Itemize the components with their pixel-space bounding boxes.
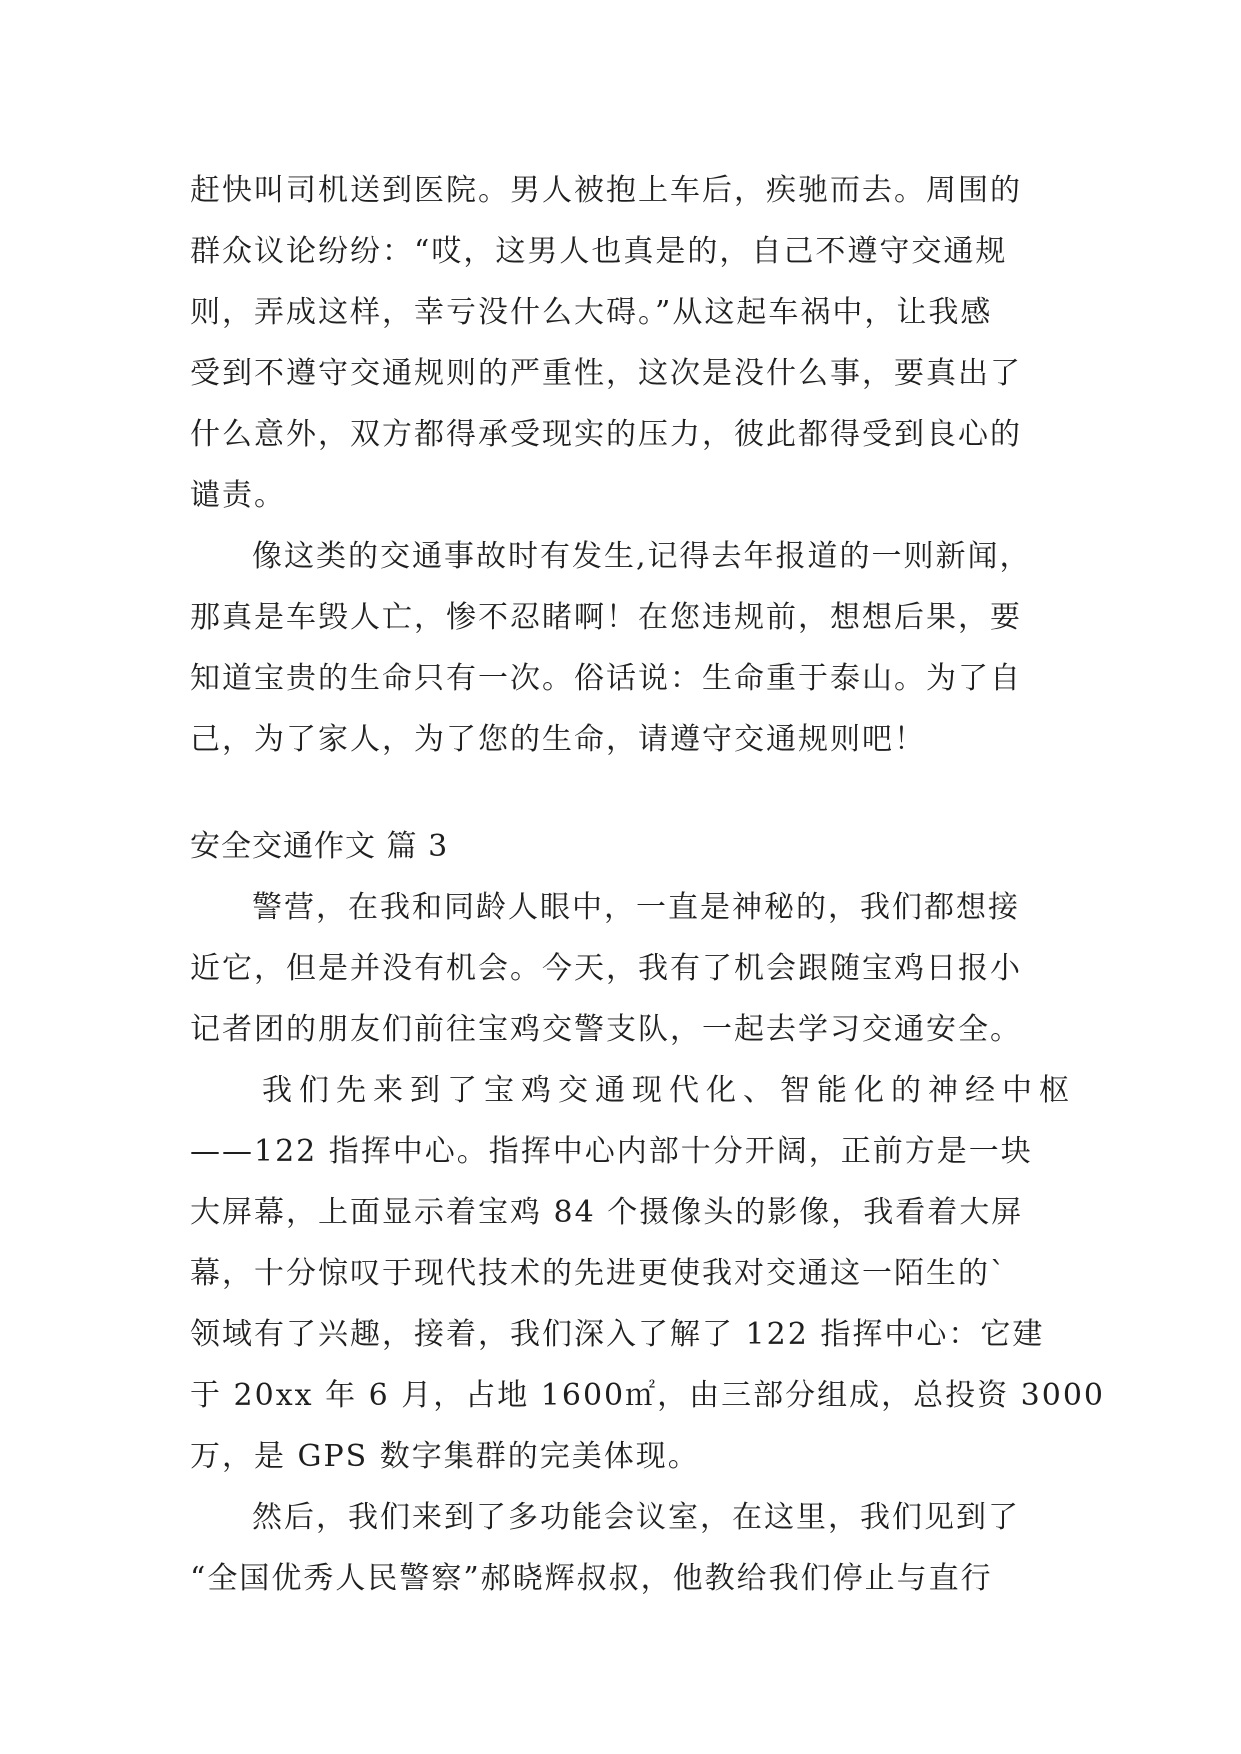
text-line: 像这类的交通事故时有发生,记得去年报道的一则新闻， xyxy=(252,539,1032,574)
text-line: ——122 指挥中心。指挥中心内部十分开阔，正前方是一块 xyxy=(190,1134,1033,1169)
text-line: 我们先来到了宝鸡交通现代化、智能化的神经中枢 xyxy=(262,1073,1076,1108)
text-line: “全国优秀人民警察”郝晓辉叔叔，他教给我们停止与直行 xyxy=(190,1561,993,1596)
paragraph-1 xyxy=(190,160,1070,526)
text-line: 知道宝贵的生命只有一次。俗话说：生命重于泰山。为了自 xyxy=(190,661,1022,696)
text-line: 什么意外，双方都得承受现实的压力，彼此都得受到良心的 xyxy=(190,417,1022,452)
paragraph-2 xyxy=(190,526,1070,770)
text-line: 谴责。 xyxy=(190,478,286,513)
document-body xyxy=(190,160,1106,1609)
text-line: 警营，在我和同龄人眼中，一直是神秘的，我们都想接 xyxy=(252,890,1020,925)
text-line: 群众议论纷纷：“哎，这男人也真是的，自己不遵守交通规 xyxy=(190,234,1008,269)
text-line: 幕，十分惊叹于现代技术的先进更使我对交通这一陌生的` xyxy=(190,1256,1007,1291)
text-line: 大屏幕，上面显示着宝鸡 84 个摄像头的影像，我看着大屏 xyxy=(190,1195,1024,1230)
text-line: 受到不遵守交通规则的严重性，这次是没什么事，要真出了 xyxy=(190,356,1022,391)
paragraph-3 xyxy=(190,877,1070,1060)
text-line: 然后，我们来到了多功能会议室，在这里，我们见到了 xyxy=(252,1500,1020,1535)
text-line: 近它，但是并没有机会。今天，我有了机会跟随宝鸡日报小 xyxy=(190,951,1022,986)
paragraph-4 xyxy=(190,1060,1106,1487)
text-line: 己，为了家人，为了您的生命，请遵守交通规则吧！ xyxy=(190,722,926,757)
paragraph-5 xyxy=(190,1487,1070,1609)
text-line: 则，弄成这样，幸亏没什么大碍。”从这起车祸中，让我感 xyxy=(190,295,993,330)
section-title: 安全交通作文 篇 3 xyxy=(190,829,449,864)
text-line: 万，是 GPS 数字集群的完美体现。 xyxy=(190,1439,700,1474)
text-line: 那真是车毁人亡，惨不忍睹啊！在您违规前，想想后果，要 xyxy=(190,600,1022,635)
text-line: 于 20xx 年 6 月，占地 1600㎡，由三部分组成，总投资 3000 xyxy=(190,1378,1106,1413)
section-gap xyxy=(190,770,1070,816)
text-line: 领域有了兴趣，接着，我们深入了解了 122 指挥中心：它建 xyxy=(190,1317,1045,1352)
text-line: 记者团的朋友们前往宝鸡交警支队，一起去学习交通安全。 xyxy=(190,1012,1022,1047)
text-line: 赶快叫司机送到医院。男人被抱上车后，疾驰而去。周围的 xyxy=(190,173,1022,208)
